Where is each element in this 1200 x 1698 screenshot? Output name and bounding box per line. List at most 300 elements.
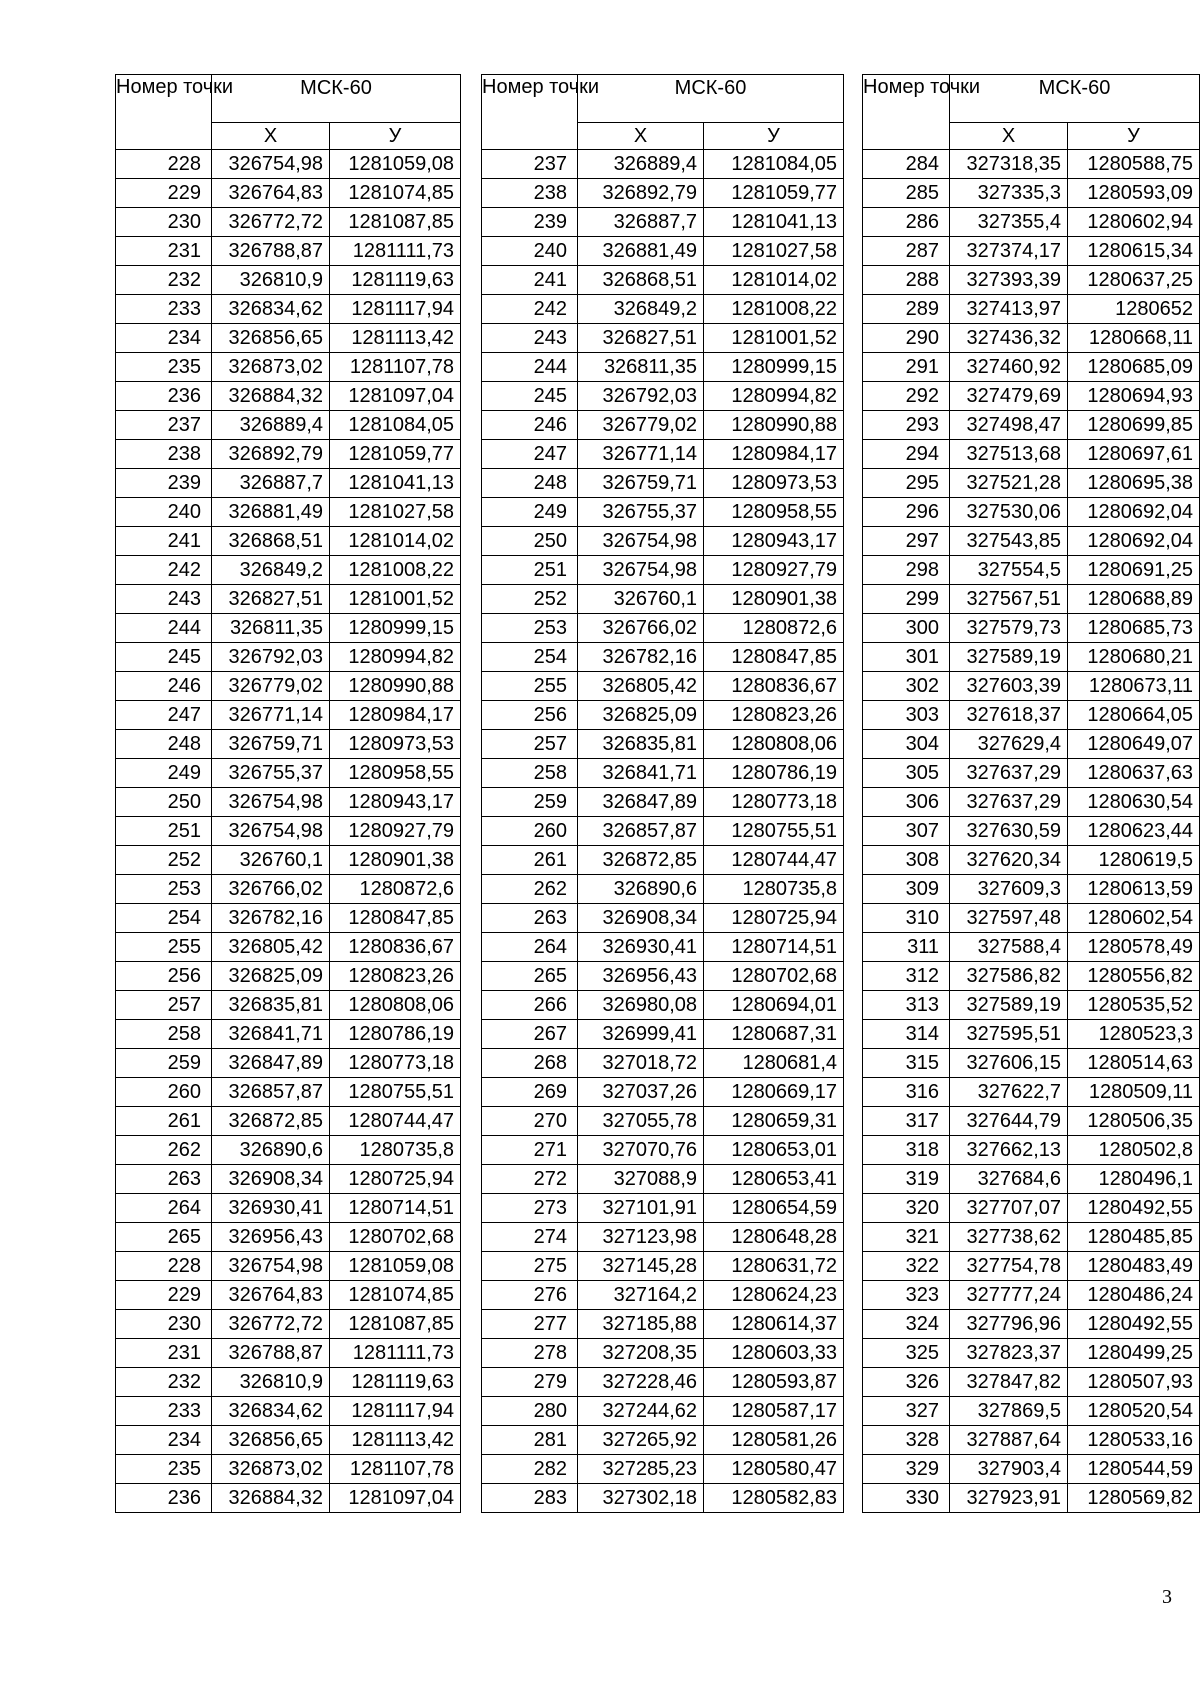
table-row <box>482 1455 844 1484</box>
table-row <box>116 1020 461 1049</box>
x-coordinate-cell: 327244,62 <box>578 1397 704 1426</box>
table-row <box>482 1165 844 1194</box>
table-row <box>482 672 844 701</box>
point-number-cell: 282 <box>482 1455 578 1484</box>
y-coordinate-cell: 1280580,47 <box>704 1455 844 1484</box>
y-coordinate-cell: 1280588,75 <box>1068 150 1200 179</box>
table-row <box>116 875 461 904</box>
x-header: X <box>950 123 1068 150</box>
table-row <box>863 962 1200 991</box>
x-coordinate-cell: 326884,32 <box>212 382 330 411</box>
y-coordinate-cell: 1280901,38 <box>704 585 844 614</box>
y-coordinate-cell: 1280653,41 <box>704 1165 844 1194</box>
point-number-cell: 298 <box>863 556 950 585</box>
x-coordinate-cell: 327285,23 <box>578 1455 704 1484</box>
point-number-cell: 280 <box>482 1397 578 1426</box>
y-coordinate-cell: 1280648,28 <box>704 1223 844 1252</box>
table-row <box>116 1426 461 1455</box>
point-number-cell: 322 <box>863 1252 950 1281</box>
y-coordinate-cell: 1280847,85 <box>330 904 461 933</box>
point-number-cell: 315 <box>863 1049 950 1078</box>
y-coordinate-cell: 1281008,22 <box>704 295 844 324</box>
point-number-cell: 262 <box>116 1136 212 1165</box>
point-number-cell: 249 <box>116 759 212 788</box>
y-coordinate-cell: 1280990,88 <box>704 411 844 440</box>
table-row <box>482 556 844 585</box>
point-number-cell: 253 <box>482 614 578 643</box>
table-row <box>116 150 461 179</box>
point-number-cell: 262 <box>482 875 578 904</box>
point-number-cell: 267 <box>482 1020 578 1049</box>
y-coordinate-cell: 1280630,54 <box>1068 788 1200 817</box>
x-coordinate-cell: 326782,16 <box>578 643 704 672</box>
y-coordinate-cell: 1280773,18 <box>704 788 844 817</box>
y-coordinate-cell: 1281014,02 <box>330 527 461 556</box>
table-row <box>482 1136 844 1165</box>
point-number-cell: 327 <box>863 1397 950 1426</box>
y-coordinate-cell: 1280615,34 <box>1068 237 1200 266</box>
y-header: У <box>704 123 844 150</box>
point-number-cell: 236 <box>116 382 212 411</box>
table-row <box>116 991 461 1020</box>
point-number-cell: 296 <box>863 498 950 527</box>
y-coordinate-cell: 1280619,5 <box>1068 846 1200 875</box>
y-coordinate-cell: 1281111,73 <box>330 237 461 266</box>
y-coordinate-cell: 1280637,63 <box>1068 759 1200 788</box>
y-coordinate-cell: 1280823,26 <box>704 701 844 730</box>
coordinates-table-2 <box>481 74 844 1513</box>
x-coordinate-cell: 327460,92 <box>950 353 1068 382</box>
point-number-cell: 265 <box>116 1223 212 1252</box>
x-coordinate-cell: 327622,7 <box>950 1078 1068 1107</box>
table-row <box>863 1049 1200 1078</box>
x-coordinate-cell: 326759,71 <box>212 730 330 759</box>
table-row <box>116 527 461 556</box>
table-row <box>863 701 1200 730</box>
y-coordinate-cell: 1281059,77 <box>330 440 461 469</box>
point-number-cell: 234 <box>116 324 212 353</box>
point-number-cell: 312 <box>863 962 950 991</box>
x-coordinate-cell: 326868,51 <box>578 266 704 295</box>
table-row <box>116 1339 461 1368</box>
point-number-cell: 292 <box>863 382 950 411</box>
point-number-cell: 265 <box>482 962 578 991</box>
y-coordinate-cell: 1280702,68 <box>704 962 844 991</box>
coordinate-system-header: МСК-60 <box>950 75 1200 123</box>
y-coordinate-cell: 1280725,94 <box>330 1165 461 1194</box>
point-number-cell: 324 <box>863 1310 950 1339</box>
table-row <box>116 208 461 237</box>
x-coordinate-cell: 327903,4 <box>950 1455 1068 1484</box>
point-number-cell: 303 <box>863 701 950 730</box>
x-coordinate-cell: 327208,35 <box>578 1339 704 1368</box>
x-coordinate-cell: 326764,83 <box>212 1281 330 1310</box>
point-number-cell: 228 <box>116 1252 212 1281</box>
y-coordinate-cell: 1280990,88 <box>330 672 461 701</box>
point-number-cell: 241 <box>116 527 212 556</box>
point-number-cell: 294 <box>863 440 950 469</box>
y-coordinate-cell: 1281084,05 <box>330 411 461 440</box>
x-coordinate-cell: 326868,51 <box>212 527 330 556</box>
point-number-cell: 330 <box>863 1484 950 1513</box>
point-number-cell: 283 <box>482 1484 578 1513</box>
x-coordinate-cell: 326772,72 <box>212 1310 330 1339</box>
point-number-cell: 293 <box>863 411 950 440</box>
y-coordinate-cell: 1280786,19 <box>704 759 844 788</box>
table-row <box>863 759 1200 788</box>
x-coordinate-cell: 326792,03 <box>578 382 704 411</box>
point-number-header: Номер точки <box>116 75 212 150</box>
table-row <box>863 1310 1200 1339</box>
table-row <box>482 411 844 440</box>
point-number-cell: 254 <box>482 643 578 672</box>
y-coordinate-cell: 1280673,11 <box>1068 672 1200 701</box>
x-coordinate-cell: 327070,76 <box>578 1136 704 1165</box>
table-row <box>482 730 844 759</box>
y-coordinate-cell: 1280614,37 <box>704 1310 844 1339</box>
point-number-cell: 268 <box>482 1049 578 1078</box>
table-row <box>116 498 461 527</box>
y-coordinate-cell: 1280786,19 <box>330 1020 461 1049</box>
y-coordinate-cell: 1280773,18 <box>330 1049 461 1078</box>
point-number-cell: 238 <box>482 179 578 208</box>
x-coordinate-cell: 326881,49 <box>212 498 330 527</box>
y-coordinate-cell: 1280637,25 <box>1068 266 1200 295</box>
x-coordinate-cell: 327185,88 <box>578 1310 704 1339</box>
y-coordinate-cell: 1281119,63 <box>330 1368 461 1397</box>
table-row <box>863 1136 1200 1165</box>
y-coordinate-cell: 1280687,31 <box>704 1020 844 1049</box>
y-coordinate-cell: 1281014,02 <box>704 266 844 295</box>
y-coordinate-cell: 1281084,05 <box>704 150 844 179</box>
y-coordinate-cell: 1280735,8 <box>330 1136 461 1165</box>
y-coordinate-cell: 1281097,04 <box>330 1484 461 1513</box>
point-number-cell: 251 <box>116 817 212 846</box>
table-row <box>116 266 461 295</box>
x-coordinate-cell: 326890,6 <box>578 875 704 904</box>
y-coordinate-cell: 1280958,55 <box>330 759 461 788</box>
x-coordinate-cell: 327887,64 <box>950 1426 1068 1455</box>
x-coordinate-cell: 326908,34 <box>578 904 704 933</box>
table-row <box>116 324 461 353</box>
y-coordinate-cell: 1281027,58 <box>704 237 844 266</box>
table-row <box>116 817 461 846</box>
x-coordinate-cell: 327018,72 <box>578 1049 704 1078</box>
table-row <box>863 527 1200 556</box>
point-number-cell: 279 <box>482 1368 578 1397</box>
y-coordinate-cell: 1281041,13 <box>330 469 461 498</box>
point-number-cell: 260 <box>116 1078 212 1107</box>
table-row <box>863 643 1200 672</box>
x-coordinate-cell: 326779,02 <box>212 672 330 701</box>
x-coordinate-cell: 326872,85 <box>212 1107 330 1136</box>
point-number-cell: 241 <box>482 266 578 295</box>
y-coordinate-cell: 1280692,04 <box>1068 498 1200 527</box>
table-row <box>863 1426 1200 1455</box>
y-coordinate-cell: 1280502,8 <box>1068 1136 1200 1165</box>
y-coordinate-cell: 1281097,04 <box>330 382 461 411</box>
table-row <box>482 266 844 295</box>
point-number-cell: 244 <box>482 353 578 382</box>
y-coordinate-cell: 1280836,67 <box>704 672 844 701</box>
y-coordinate-cell: 1281111,73 <box>330 1339 461 1368</box>
point-number-cell: 242 <box>116 556 212 585</box>
x-coordinate-cell: 326892,79 <box>212 440 330 469</box>
y-coordinate-cell: 1280523,3 <box>1068 1020 1200 1049</box>
point-number-cell: 316 <box>863 1078 950 1107</box>
point-number-cell: 240 <box>482 237 578 266</box>
point-number-cell: 278 <box>482 1339 578 1368</box>
point-number-header: Номер точки <box>482 75 578 150</box>
x-coordinate-cell: 326766,02 <box>212 875 330 904</box>
table-row <box>116 846 461 875</box>
point-number-cell: 246 <box>482 411 578 440</box>
table-row <box>116 730 461 759</box>
table-row <box>482 643 844 672</box>
x-coordinate-cell: 327620,34 <box>950 846 1068 875</box>
point-number-cell: 299 <box>863 585 950 614</box>
y-coordinate-cell: 1280631,72 <box>704 1252 844 1281</box>
table-row <box>482 440 844 469</box>
table-row <box>482 237 844 266</box>
y-coordinate-cell: 1280755,51 <box>704 817 844 846</box>
x-coordinate-cell: 326841,71 <box>212 1020 330 1049</box>
x-coordinate-cell: 326890,6 <box>212 1136 330 1165</box>
x-coordinate-cell: 327498,47 <box>950 411 1068 440</box>
x-coordinate-cell: 326771,14 <box>212 701 330 730</box>
y-coordinate-cell: 1280694,93 <box>1068 382 1200 411</box>
point-number-cell: 252 <box>116 846 212 875</box>
y-header: У <box>1068 123 1200 150</box>
x-coordinate-cell: 326889,4 <box>578 150 704 179</box>
point-number-cell: 321 <box>863 1223 950 1252</box>
table-row <box>863 875 1200 904</box>
y-coordinate-cell: 1281041,13 <box>704 208 844 237</box>
point-number-cell: 319 <box>863 1165 950 1194</box>
table-row <box>863 614 1200 643</box>
point-number-cell: 304 <box>863 730 950 759</box>
table-row <box>116 759 461 788</box>
x-coordinate-cell: 326834,62 <box>212 295 330 324</box>
x-coordinate-cell: 326754,98 <box>578 527 704 556</box>
table-row <box>116 1078 461 1107</box>
y-coordinate-cell: 1281113,42 <box>330 324 461 353</box>
x-coordinate-cell: 326841,71 <box>578 759 704 788</box>
x-coordinate-cell: 327513,68 <box>950 440 1068 469</box>
table-row <box>482 817 844 846</box>
point-number-cell: 273 <box>482 1194 578 1223</box>
point-number-cell: 229 <box>116 1281 212 1310</box>
point-number-cell: 245 <box>116 643 212 672</box>
x-coordinate-cell: 326908,34 <box>212 1165 330 1194</box>
y-coordinate-cell: 1280593,09 <box>1068 179 1200 208</box>
point-number-cell: 325 <box>863 1339 950 1368</box>
table-row <box>863 1223 1200 1252</box>
y-coordinate-cell: 1281001,52 <box>704 324 844 353</box>
table-row <box>482 1252 844 1281</box>
x-coordinate-cell: 326754,98 <box>212 150 330 179</box>
y-coordinate-cell: 1280973,53 <box>704 469 844 498</box>
table-row <box>482 614 844 643</box>
table-row <box>863 817 1200 846</box>
table-row <box>863 1455 1200 1484</box>
y-coordinate-cell: 1280533,16 <box>1068 1426 1200 1455</box>
table-row <box>482 1020 844 1049</box>
point-number-cell: 260 <box>482 817 578 846</box>
point-number-cell: 264 <box>116 1194 212 1223</box>
x-coordinate-cell: 327479,69 <box>950 382 1068 411</box>
x-coordinate-cell: 327567,51 <box>950 585 1068 614</box>
point-number-cell: 235 <box>116 353 212 382</box>
point-number-cell: 313 <box>863 991 950 1020</box>
table-row <box>482 179 844 208</box>
x-coordinate-cell: 326760,1 <box>212 846 330 875</box>
table-row <box>863 1165 1200 1194</box>
table-row <box>116 1049 461 1078</box>
page-number: 3 <box>1162 1586 1172 1608</box>
y-coordinate-cell: 1280691,25 <box>1068 556 1200 585</box>
x-coordinate-cell: 327662,13 <box>950 1136 1068 1165</box>
point-number-cell: 306 <box>863 788 950 817</box>
point-number-cell: 314 <box>863 1020 950 1049</box>
point-number-cell: 266 <box>482 991 578 1020</box>
point-number-cell: 310 <box>863 904 950 933</box>
table-row <box>482 498 844 527</box>
y-coordinate-cell: 1280999,15 <box>704 353 844 382</box>
x-coordinate-cell: 327637,29 <box>950 759 1068 788</box>
x-coordinate-cell: 327145,28 <box>578 1252 704 1281</box>
table-row <box>116 237 461 266</box>
table-row <box>116 643 461 672</box>
x-coordinate-cell: 326980,08 <box>578 991 704 1020</box>
table-row <box>116 1281 461 1310</box>
x-coordinate-cell: 327754,78 <box>950 1252 1068 1281</box>
y-coordinate-cell: 1280602,54 <box>1068 904 1200 933</box>
y-coordinate-cell: 1280685,73 <box>1068 614 1200 643</box>
y-coordinate-cell: 1280602,94 <box>1068 208 1200 237</box>
point-number-cell: 301 <box>863 643 950 672</box>
table-row <box>116 353 461 382</box>
table-row <box>482 208 844 237</box>
y-coordinate-cell: 1280507,93 <box>1068 1368 1200 1397</box>
table-row <box>863 1020 1200 1049</box>
x-coordinate-cell: 327265,92 <box>578 1426 704 1455</box>
point-number-cell: 302 <box>863 672 950 701</box>
point-number-cell: 252 <box>482 585 578 614</box>
x-coordinate-cell: 326849,2 <box>212 556 330 585</box>
point-number-cell: 236 <box>116 1484 212 1513</box>
point-number-cell: 317 <box>863 1107 950 1136</box>
x-coordinate-cell: 327603,39 <box>950 672 1068 701</box>
y-coordinate-cell: 1281059,08 <box>330 1252 461 1281</box>
point-number-cell: 256 <box>116 962 212 991</box>
y-coordinate-cell: 1281059,08 <box>330 150 461 179</box>
y-coordinate-cell: 1280823,26 <box>330 962 461 991</box>
table-row <box>482 1194 844 1223</box>
table-row <box>863 933 1200 962</box>
point-number-cell: 295 <box>863 469 950 498</box>
y-coordinate-cell: 1281059,77 <box>704 179 844 208</box>
x-coordinate-cell: 327609,3 <box>950 875 1068 904</box>
table-row <box>482 788 844 817</box>
y-coordinate-cell: 1280509,11 <box>1068 1078 1200 1107</box>
point-number-cell: 326 <box>863 1368 950 1397</box>
table-row <box>116 1252 461 1281</box>
coordinate-system-header: МСК-60 <box>578 75 844 123</box>
y-coordinate-cell: 1281001,52 <box>330 585 461 614</box>
table-row <box>116 411 461 440</box>
point-number-cell: 256 <box>482 701 578 730</box>
x-coordinate-cell: 326835,81 <box>212 991 330 1020</box>
point-number-cell: 276 <box>482 1281 578 1310</box>
y-coordinate-cell: 1280581,26 <box>704 1426 844 1455</box>
x-coordinate-cell: 326887,7 <box>212 469 330 498</box>
point-number-cell: 281 <box>482 1426 578 1455</box>
x-coordinate-cell: 326764,83 <box>212 179 330 208</box>
point-number-cell: 323 <box>863 1281 950 1310</box>
point-number-cell: 231 <box>116 237 212 266</box>
x-coordinate-cell: 327554,5 <box>950 556 1068 585</box>
table-row <box>863 150 1200 179</box>
y-coordinate-cell: 1280699,85 <box>1068 411 1200 440</box>
table-row <box>116 1397 461 1426</box>
y-coordinate-cell: 1280808,06 <box>704 730 844 759</box>
y-header: У <box>330 123 461 150</box>
table-row <box>863 411 1200 440</box>
table-row <box>863 1281 1200 1310</box>
x-coordinate-cell: 327707,07 <box>950 1194 1068 1223</box>
y-coordinate-cell: 1280486,24 <box>1068 1281 1200 1310</box>
x-coordinate-cell: 326755,37 <box>578 498 704 527</box>
y-coordinate-cell: 1280735,8 <box>704 875 844 904</box>
y-coordinate-cell: 1280578,49 <box>1068 933 1200 962</box>
point-number-cell: 305 <box>863 759 950 788</box>
table-row <box>482 1397 844 1426</box>
point-number-cell: 300 <box>863 614 950 643</box>
y-coordinate-cell: 1280984,17 <box>704 440 844 469</box>
table-row <box>863 382 1200 411</box>
table-row <box>116 295 461 324</box>
x-coordinate-cell: 326856,65 <box>212 324 330 353</box>
y-coordinate-cell: 1280836,67 <box>330 933 461 962</box>
y-coordinate-cell: 1280492,55 <box>1068 1310 1200 1339</box>
table-row <box>116 1165 461 1194</box>
point-number-cell: 257 <box>482 730 578 759</box>
table-row <box>482 991 844 1020</box>
coordinates-table-1 <box>115 74 461 1513</box>
x-coordinate-cell: 326779,02 <box>578 411 704 440</box>
point-number-cell: 258 <box>116 1020 212 1049</box>
y-coordinate-cell: 1280927,79 <box>704 556 844 585</box>
y-coordinate-cell: 1280544,59 <box>1068 1455 1200 1484</box>
y-coordinate-cell: 1280613,59 <box>1068 875 1200 904</box>
table-row <box>863 179 1200 208</box>
x-coordinate-cell: 326759,71 <box>578 469 704 498</box>
point-number-cell: 254 <box>116 904 212 933</box>
table-row <box>482 759 844 788</box>
point-number-cell: 230 <box>116 1310 212 1339</box>
y-coordinate-cell: 1280994,82 <box>704 382 844 411</box>
x-coordinate-cell: 327055,78 <box>578 1107 704 1136</box>
y-coordinate-cell: 1280994,82 <box>330 643 461 672</box>
table-row <box>482 469 844 498</box>
table-row <box>482 382 844 411</box>
point-number-cell: 250 <box>482 527 578 556</box>
point-number-cell: 263 <box>116 1165 212 1194</box>
x-coordinate-cell: 327923,91 <box>950 1484 1068 1513</box>
point-number-cell: 247 <box>482 440 578 469</box>
table-row <box>116 1136 461 1165</box>
